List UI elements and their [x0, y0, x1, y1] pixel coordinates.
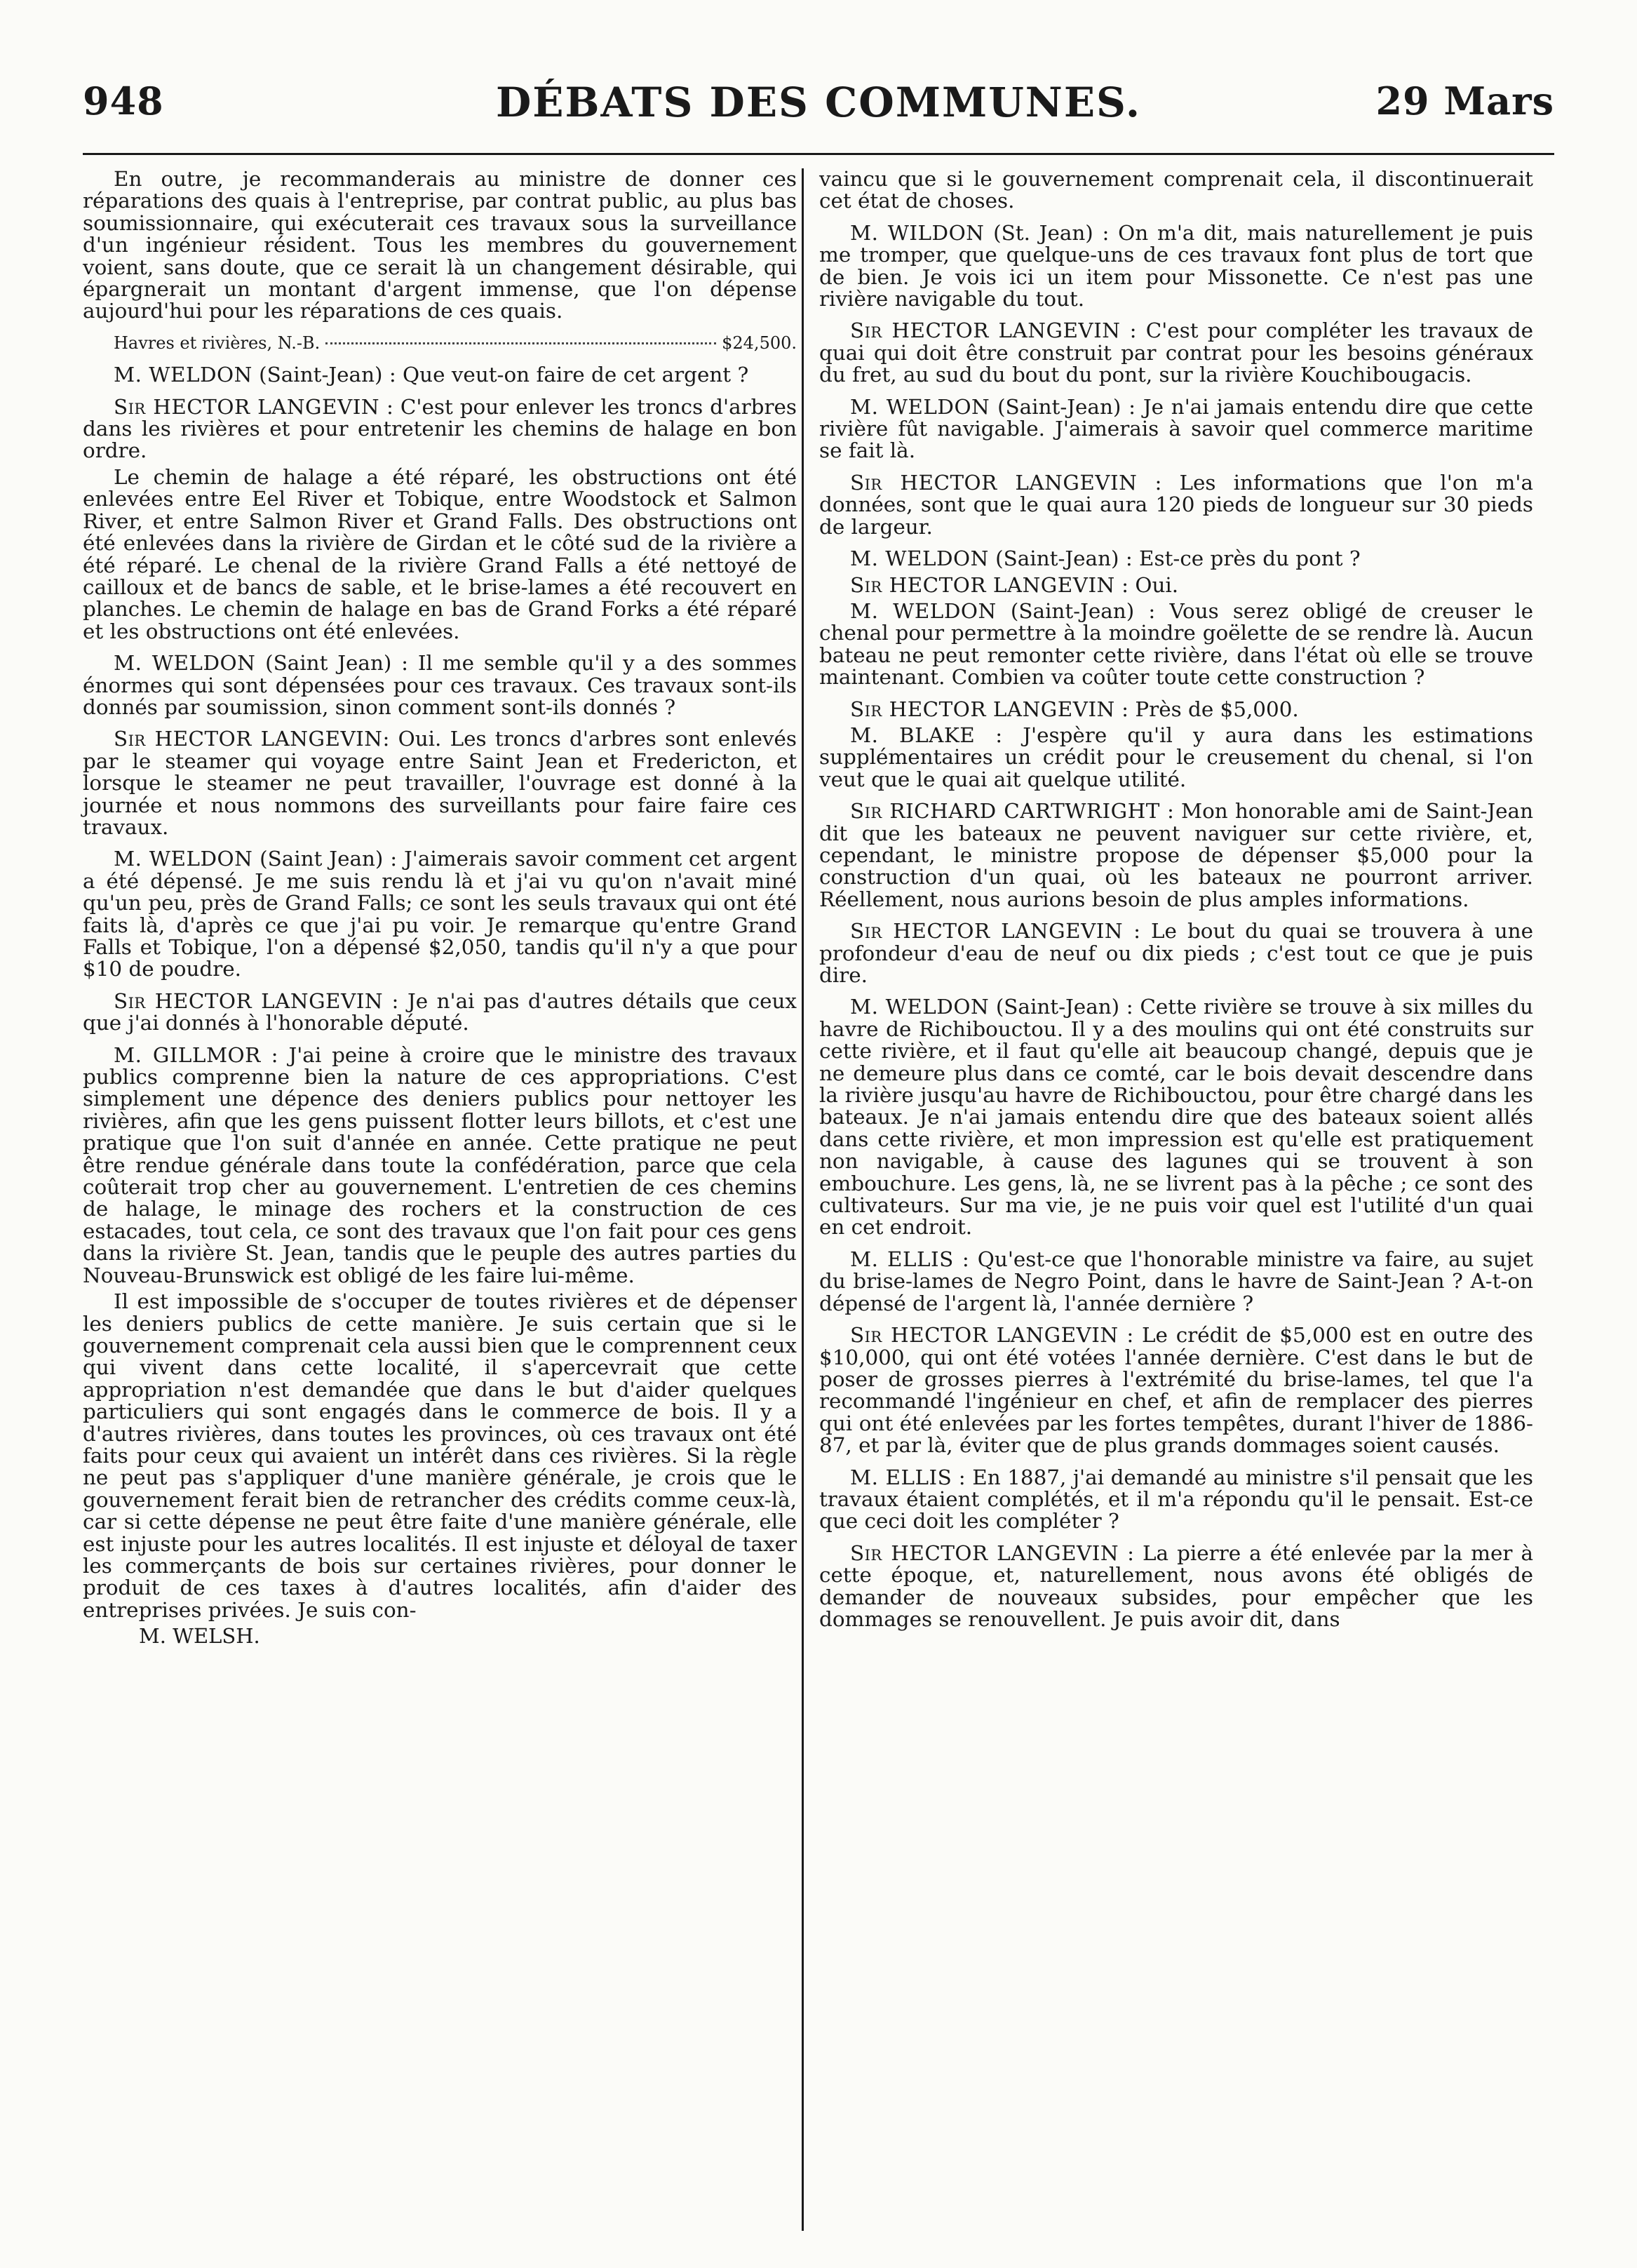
speaker-name: Sir HECTOR LANGEVIN — [114, 727, 383, 751]
speech — [819, 699, 1533, 720]
speaker-name: Sir HECTOR LANGEVIN — [114, 394, 380, 419]
speaker-name: M. BLAKE — [850, 723, 976, 747]
speech-text: : Près de $5,000. — [1114, 697, 1299, 721]
speech — [83, 728, 797, 838]
speaker-name: M. WELDON — [114, 363, 252, 387]
speaker-name: M. WELDON — [850, 995, 990, 1019]
speaker-name: M. WELDON — [850, 598, 997, 623]
supply-item-line — [83, 333, 797, 354]
speech — [83, 364, 797, 386]
speech — [819, 396, 1533, 462]
speech — [819, 1543, 1533, 1631]
speaker-name: Sir HECTOR LANGEVIN — [850, 697, 1115, 721]
paragraph: Le chemin de halage a été réparé, les obstructions ont été enlevées entre Eel River et Tobique, entre Woodstock et Salmon River, et entre Salmon River et Grand Falls. Des obstructions ont été enlevées dans la rivière de Girdan et le côté sud de la rivière a été réparé. Le chenal de la rivière Grand Falls a été nettoyé de cailloux et de bancs de sable, et le brise-lames a été recouvert en planches. Le chemin de halage en bas de Grand Forks a été réparé et les obstructions ont été enlevées. — [83, 464, 797, 643]
speech-text: : Mon honorable ami de Saint-Jean dit que les bateaux ne peuvent naviguer sur cette rivière, et, cependant, le ministre propose de dépenser $5,000 pour la construction d'un quai, où les bateaux ne pourront arriver. Réellement, nous aurions besoin de plus amples informations. — [819, 799, 1533, 911]
speech — [819, 600, 1533, 689]
speaker-name: Sir HECTOR LANGEVIN — [850, 572, 1115, 597]
speech-text: (Saint-Jean) : Cette rivière se trouve à six milles du havre de Richibouctou. Il y a des moulins qui ont été construits sur cette rivière, et il faut qu'elle ait beaucoup changé, depuis que je ne demeure plus dans ce comté, car le bois devait descendre dans la rivière jusqu'au havre de Richibouctou, pour être chargé dans les bateaux. Je n'ai jamais entendu dire que des bateaux soient allés dans cette rivière, et mon impression est qu'elle est pratiquement non navigable, à cause des lagunes qui se trouvent à son embouchure. Les gens, là, ne se livrent pas à la pêche ; ce sont des cultivateurs. Sur ma vie, je ne puis voir quel est l'utilité d'un quai en cet endroit. — [819, 995, 1534, 1240]
speaker-name: Sir HECTOR LANGEVIN — [114, 988, 384, 1013]
speaker-name: M. GILLMOR — [114, 1042, 261, 1067]
leader-dots — [325, 342, 716, 344]
speech-text: (Saint-Jean) : Je n'ai jamais entendu dire que cette rivière fût navigable. J'aimerais à savoir quel commerce maritime se fait là. — [819, 394, 1533, 463]
speaker-name: M. WELDON — [114, 847, 253, 871]
paragraph: Il est impossible de s'occuper de toutes rivières et de dépenser les deniers publics de cette manière. Je suis certain que si le gouvernement comprenait cela aussi bien que le comprennent ceux qui vivent dans cette localité, il s'apercevrait que cette appropriation n'est demandée que dans le but d'aider quelques particuliers qui sont engagés dans le commerce de bois. Il y a d'autres rivières, dans toutes les provinces, où ces travaux ont été faits pour ceux qui avaient un intérêt dans ces rivières. Si la règle ne peut pas s'appliquer d'une manière générale, je crois que le gouvernement ferait bien de retrancher des crédits comme ceux-là, car si cette dépense ne peut être faite d'une manière générale, elle est injuste pour les autres localités. Il est injuste et déloyal de taxer les commerçants de bois sur certaines rivières, pour donner le produit de ces taxes à d'autres localités, afin d'aider des entreprises privées. Je suis con- — [83, 1289, 797, 1622]
speaker-name: Sir HECTOR LANGEVIN — [850, 919, 1124, 944]
speech-text: : J'espère qu'il y aura dans les estimations supplémentaires un crédit pour le creusement du chenal, si l'on veut que le quai ait quelque utilité. — [819, 723, 1534, 791]
supply-item-label: Havres et rivières, N.-B. — [114, 333, 321, 353]
speech — [819, 1249, 1533, 1315]
speech-text: : En 1887, j'ai demandé au ministre s'il pensait que les travaux étaient complétés, et il m'a répondu qu'il le pensait. Est-ce que ceci doit les compléter ? — [819, 1465, 1533, 1534]
speaker-name: M. WELDON — [114, 651, 256, 676]
speech-text: : Oui. — [1114, 572, 1179, 597]
speech-text: (Saint-Jean) : Que veut-on faire de cet argent ? — [252, 363, 749, 387]
left-column — [83, 168, 797, 1648]
catchword: M. WELSH. — [139, 1624, 260, 1649]
speech — [83, 1042, 797, 1287]
speech — [819, 920, 1533, 986]
speech-text: : Qu'est-ce que l'honorable ministre va faire, au sujet du brise-lames de Negro Point, dans le havre de Saint-Jean ? A-t-on dépensé de l'argent là, l'année dernière ? — [819, 1247, 1533, 1315]
speech-text: : C'est pour enlever les troncs d'arbres dans les rivières et pour entretenir les chemins de halage en bon ordre. — [83, 394, 797, 463]
speech — [819, 548, 1533, 570]
column-divider — [802, 168, 804, 2231]
speech — [819, 572, 1533, 597]
speaker-name: Sir HECTOR LANGEVIN — [850, 470, 1138, 495]
speech-text: (Saint Jean) : Il me semble qu'il y a des sommes énormes qui sont dépensées pour ces travaux. Ces travaux sont-ils donnés par soumission, sinon comment sont-ils donnés ? — [83, 651, 797, 719]
speech — [819, 800, 1533, 911]
speech — [819, 725, 1533, 791]
speaker-name: Sir HECTOR LANGEVIN — [850, 1323, 1119, 1348]
speech-text: : Les informations que l'on m'a données, sont que le quai aura 120 pieds de longueur sur 30 pieds de largeur. — [819, 470, 1534, 539]
speech — [819, 472, 1533, 538]
speech-text: : C'est pour compléter les travaux de quai qui doit être construit par contrat pour les besoins généraux du fret, au sud du bout du pont, sur la rivière Kouchibougacis. — [819, 318, 1533, 387]
speech-text: (Saint Jean) : J'aimerais savoir comment cet argent a été dépensé. Je me suis rendu là et j'ai vu qu'on n'avait miné qu'un peu, près de Grand Falls; ce sont les seuls travaux qui ont été faits là, d'après ce que j'ai pu voir. Je remarque qu'entre Grand Falls et Tobique, l'on a dépensé $2,050, tandis qu'il n'y a que pour $10 de poudre. — [83, 847, 797, 981]
speech-text: : Je n'ai pas d'autres détails que ceux que j'ai donnés à l'honorable député. — [83, 988, 797, 1035]
paragraph: En outre, je recommanderais au ministre de donner ces réparations des quais à l'entreprise, par contrat public, au plus bas soumissionnaire, qui exécuterait ces travaux sous la surveillance d'un ingénieur résident. Tous les membres du gouvernement voient, sans doute, que ce serait là un changement désirable, qui épargnerait un montant d'argent immense, que l'on dépense aujourd'hui pour les réparations de ces quais. — [83, 167, 797, 323]
speech-text: (Saint-Jean) : Vous serez obligé de creuser le chenal pour permettre à la moindre goëlette de se rendre là. Aucun bateau ne peut remonter cette rivière, dans l'état où elle se trouve maintenant. Combien va coûter toute cette construction ? — [819, 598, 1533, 690]
speech — [819, 320, 1533, 386]
page-number: 948 — [83, 79, 164, 123]
speaker-name: Sir RICHARD CARTWRIGHT — [850, 799, 1160, 824]
speech-text: : La pierre a été enlevée par la mer à cette époque, et, naturellement, nous avons été obligés de demander de nouveaux subsides, pour empêcher que les dommages se renouvellent. Je puis avoir dit, dans — [819, 1541, 1533, 1631]
running-title: DÉBATS DES COMMUNES. — [495, 79, 1142, 126]
speech-text: : J'ai peine à croire que le ministre des travaux publics comprenne bien la nature de ces appropriations. C'est simplement une dépence des deniers publics pour nettoyer les rivières, afin que les gens puissent flotter leurs billots, et c'est une pratique que l'on suit d'année en année. Cette pratique ne peut être rendue générale dans toute la confédération, parce que cela coûterait trop cher au gouvernement. L'entretien de ces chemins de halage, le minage des rochers et la construction de ces estacades, tout cela, ce sont des travaux que l'on fait pour ces gens dans la rivière St. Jean, tandis que le peuple des autres parties du Nouveau-Brunswick est obligé de les faire lui-même. — [83, 1042, 797, 1287]
speech — [83, 396, 797, 462]
paragraph: vaincu que si le gouvernement comprenait cela, il discontinuerait cet état de choses. — [819, 167, 1533, 213]
speaker-name: M. WELDON — [850, 394, 990, 419]
speech — [83, 652, 797, 718]
speaker-name: M. ELLIS — [850, 1465, 952, 1489]
speech — [819, 1467, 1533, 1533]
supply-item-amount: $24,500. — [722, 333, 797, 353]
header-rule — [83, 153, 1554, 155]
speech — [83, 988, 797, 1035]
speech-text: (St. Jean) : On m'a dit, mais naturellement je puis me tromper, que quelque-uns de ces travaux font plus de tort que de bien. Je vois ici un item pour Missonette. Ce n'est pas une rivière navigable du tout. — [819, 220, 1533, 311]
speech — [819, 222, 1533, 311]
speech-text: : Le bout du quai se trouvera à une profondeur d'eau de neuf ou dix pieds ; c'est tout ce que je puis dire. — [819, 919, 1533, 987]
speech — [819, 996, 1533, 1238]
speaker-name: Sir HECTOR LANGEVIN — [850, 1541, 1119, 1565]
right-column — [819, 168, 1533, 1635]
speaker-name: Sir HECTOR LANGEVIN — [850, 318, 1121, 343]
speech-text: : Oui. Les troncs d'arbres sont enlevés par le steamer qui voyage entre Saint Jean et Fredericton, et lorsque le steamer ne peut travailler, l'ouvrage est donné à la journée et nous nommons des surveillants pour faire faire ces travaux. — [83, 727, 797, 839]
speaker-name: M. WELDON — [850, 546, 989, 571]
speech-text: : Le crédit de $5,000 est en outre des $10,000, qui ont été votées l'année dernière. C'est dans le but de poser de grosses pierres à l'extrémité du brise-lames, tel que l'a recommandé l'ingénieur en chef, et afin de remplacer des pierres qui ont été enlevées par les fortes tempêtes, durant l'hiver de 1886-87, et par là, éviter que de plus grands dommages soient causés. — [819, 1323, 1533, 1458]
speech-text: (Saint-Jean) : Est-ce près du pont ? — [988, 546, 1361, 571]
speaker-name: M. ELLIS — [850, 1247, 954, 1271]
speech — [819, 1324, 1533, 1456]
speech — [83, 848, 797, 980]
header-date: 29 Mars — [1375, 79, 1554, 123]
page-header — [83, 79, 1554, 142]
speaker-name: M. WILDON — [850, 220, 985, 245]
